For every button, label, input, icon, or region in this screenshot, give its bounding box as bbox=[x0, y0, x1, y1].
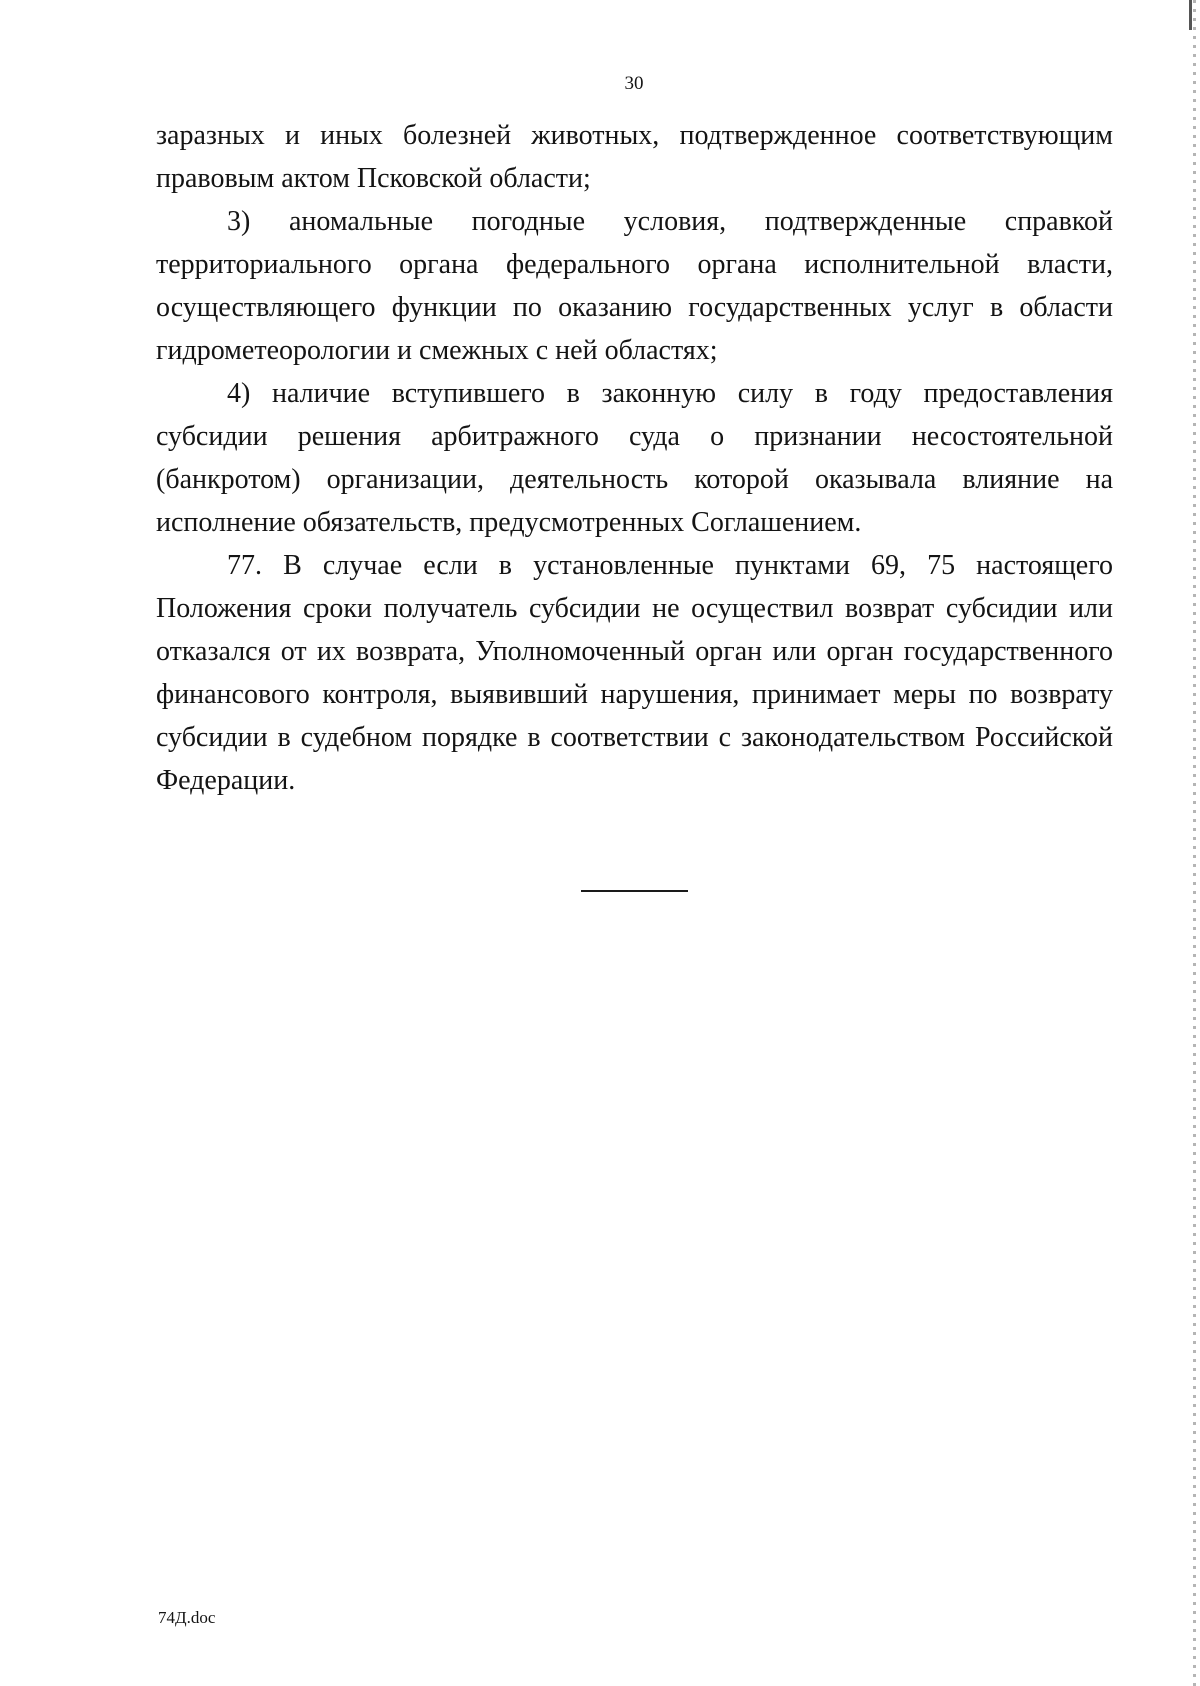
scan-edge-artifact bbox=[1193, 0, 1196, 1686]
scan-edge-mark bbox=[1189, 0, 1192, 30]
paragraph-item-3: 3) аномальные погодные условия, подтвержденные справкой территориального органа федерального органа исполнительной власти, осуществляющего функции по оказанию государственных услуг в области гидрометеорологии и смежных с ней областях; bbox=[156, 206, 1113, 366]
paragraph-continuation: заразных и иных болезней животных, подтвержденное соответствующим правовым актом Псковской области; bbox=[156, 120, 1113, 194]
end-separator-line bbox=[581, 890, 688, 892]
paragraph-clause-77: 77. В случае если в установленные пунктами 69, 75 настоящего Положения сроки получатель субсидии не осуществил возврат субсидии или отказался от их возврата, Уполномоченный орган или орган государственного финансового контроля, выявивший нарушения, принимает меры по возврату субсидии в судебном порядке в соответствии с законодательством Российской Федерации. bbox=[156, 550, 1113, 796]
page-number: 30 bbox=[624, 73, 644, 94]
paragraph-item-4: 4) наличие вступившего в законную силу в году предоставления субсидии решения арбитражного суда о признании несостоятельной (банкротом) организации, деятельность которой оказывала влияние на исполнение обязательств, предусмотренных Соглашением. bbox=[156, 378, 1113, 538]
footer-filename: 74Д.doc bbox=[158, 1608, 216, 1627]
document-body bbox=[156, 114, 1113, 802]
